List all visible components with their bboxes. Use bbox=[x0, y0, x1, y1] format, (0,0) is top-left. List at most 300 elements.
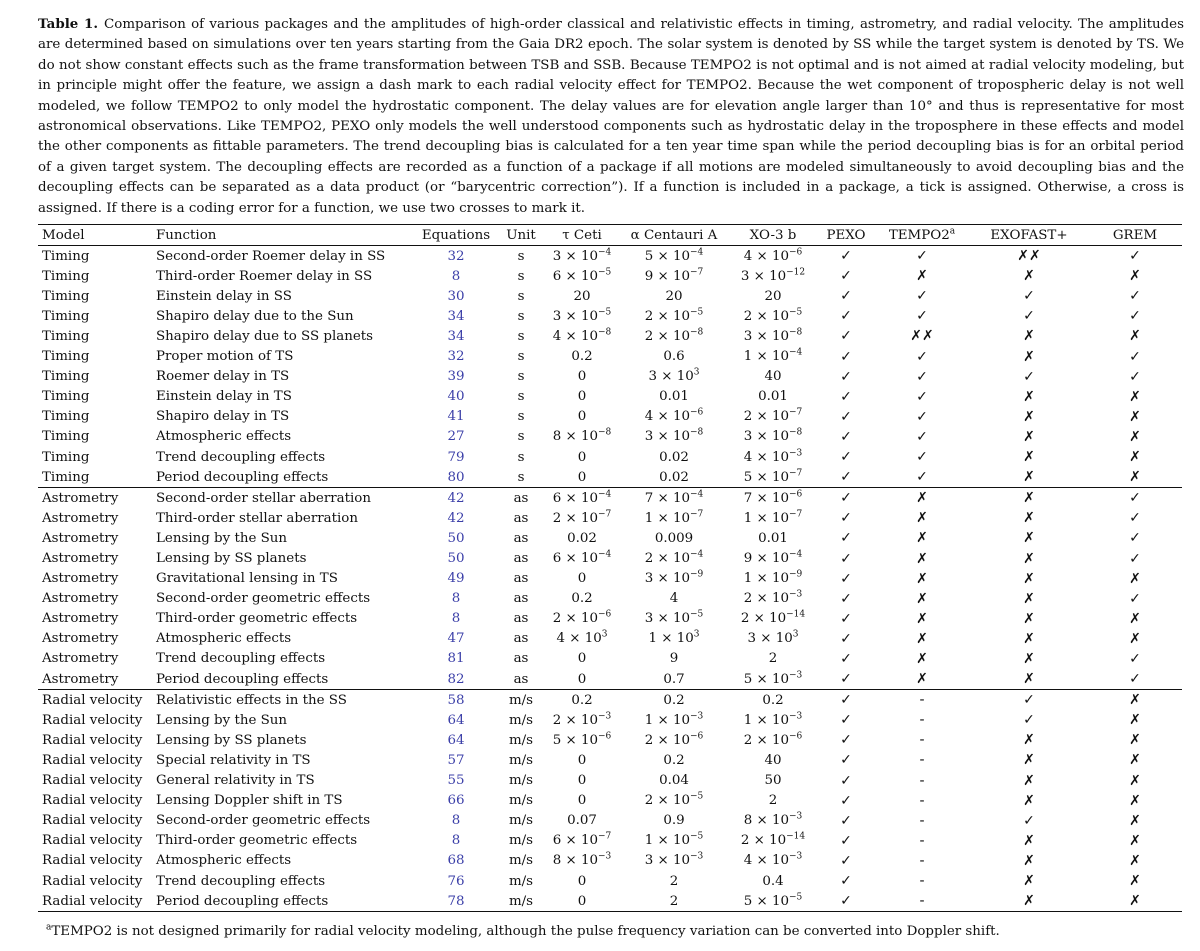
cell-xo3b: $5 \times 10^{-5}$ bbox=[728, 891, 818, 912]
cell-exofast: ✗ bbox=[970, 891, 1088, 912]
cell-tau-ceti: 20 bbox=[573, 288, 591, 304]
cell-exofast: ✗ bbox=[1023, 671, 1035, 688]
cell-model: Astrometry bbox=[42, 530, 119, 546]
cell-exofast: ✓ bbox=[1023, 812, 1035, 829]
table-row bbox=[38, 710, 1182, 730]
cell-pexo: ✓ bbox=[840, 792, 852, 809]
cell-equation: 30 bbox=[447, 288, 465, 304]
cell-alpha-centauri: 0.02 bbox=[659, 449, 689, 465]
cell-exofast: ✗ bbox=[1023, 873, 1035, 890]
cell-equation: 32 bbox=[447, 248, 465, 264]
cell-grem: ✗ bbox=[1129, 772, 1141, 789]
exponent: −5 bbox=[789, 892, 803, 903]
cell-grem: ✗ bbox=[1129, 268, 1141, 285]
cell-grem: ✗ bbox=[1129, 852, 1141, 869]
cell-grem: ✓ bbox=[1129, 590, 1141, 607]
cell-grem: ✓ bbox=[1129, 650, 1141, 667]
header-tempo2 bbox=[874, 225, 970, 246]
cell-pexo: ✓ bbox=[840, 671, 852, 688]
table-row bbox=[38, 750, 1182, 770]
cell-function: Shapiro delay due to SS planets bbox=[156, 328, 374, 344]
table-row bbox=[38, 851, 1182, 871]
exponent: −4 bbox=[690, 247, 704, 258]
cell-exofast: ✓ bbox=[1023, 368, 1035, 385]
cell-tau-ceti: 0 bbox=[577, 752, 587, 768]
cell-model: Astrometry bbox=[42, 551, 119, 567]
cell-alpha-centauri: 20 bbox=[665, 288, 683, 304]
header-tau-ceti: τ Ceti bbox=[544, 225, 620, 246]
cell-tempo2: ✓ bbox=[916, 348, 928, 365]
cell-pexo: ✓ bbox=[840, 510, 852, 527]
exponent: −3 bbox=[789, 711, 803, 722]
cell-grem: ✗ bbox=[1129, 408, 1141, 425]
cell-pexo: ✓ bbox=[818, 690, 874, 711]
exponent: −4 bbox=[598, 549, 612, 560]
cell-equation: 66 bbox=[447, 793, 465, 809]
footnote-mark: a bbox=[46, 922, 52, 933]
cell-pexo: ✓ bbox=[840, 428, 852, 445]
cell-xo3b: $2 \times 10^{-14}$ bbox=[740, 831, 806, 849]
table-row bbox=[38, 246, 1182, 267]
cell-function: Atmospheric effects bbox=[156, 853, 292, 869]
table-row bbox=[38, 488, 1182, 509]
cell-equation: 39 bbox=[447, 369, 465, 385]
cell-unit: s bbox=[517, 308, 525, 324]
cell-tau-ceti: 0.02 bbox=[567, 530, 597, 546]
cell-xo3b: 0.2 bbox=[728, 690, 818, 711]
cell-function: Third-order geometric effects bbox=[156, 833, 358, 849]
cell-tau-ceti: $2 \times 10^{-3}$ bbox=[552, 711, 612, 728]
cell-alpha-centauri: $2 \times 10^{-4}$ bbox=[644, 549, 704, 567]
cell-unit: m/s bbox=[508, 813, 534, 829]
exponent: −8 bbox=[598, 327, 612, 338]
cell-grem: ✓ bbox=[1129, 368, 1141, 385]
exponent: −3 bbox=[789, 448, 803, 459]
cell-xo3b: $8 \times 10^{-3}$ bbox=[743, 811, 803, 829]
cell-equation: 8 bbox=[451, 268, 461, 284]
cell-tau-ceti: 0.2 bbox=[571, 591, 593, 607]
cell-tempo2: ✗ bbox=[916, 510, 928, 527]
cell-xo3b: $1 \times 10^{-4}$ bbox=[743, 347, 803, 365]
cell-tempo2: ✗ bbox=[916, 630, 928, 647]
cell-function: Einstein delay in SS bbox=[156, 288, 292, 304]
cell-pexo: ✓ bbox=[840, 388, 852, 405]
cell-grem: ✓ bbox=[1129, 248, 1141, 265]
cell-exofast: ✗ bbox=[1023, 570, 1035, 587]
exponent: −3 bbox=[789, 851, 803, 862]
cell-xo3b: $9 \times 10^{-4}$ bbox=[743, 549, 803, 567]
header-grem: GREM bbox=[1088, 225, 1182, 246]
cell-equation: 41 bbox=[447, 409, 465, 425]
exponent: −4 bbox=[789, 549, 803, 560]
cell-xo3b: $3 \times 10^3$ bbox=[747, 629, 799, 647]
cell-tau-ceti: $2 \times 10^{-7}$ bbox=[552, 509, 612, 526]
cell-xo3b: $5 \times 10^{-3}$ bbox=[743, 670, 803, 687]
exponent: −3 bbox=[598, 851, 612, 862]
cell-tempo2: - bbox=[919, 772, 925, 789]
cell-function: Period decoupling effects bbox=[156, 469, 329, 485]
cell-equation: 68 bbox=[447, 853, 465, 869]
cell-pexo: ✓ bbox=[840, 570, 852, 587]
cell-tau-ceti: 0 bbox=[577, 571, 587, 587]
cell-pexo: ✓ bbox=[840, 248, 852, 265]
table-row bbox=[38, 791, 1182, 811]
cell-grem: ✓ bbox=[1129, 550, 1141, 567]
cell-xo3b: $2 \times 10^{-5}$ bbox=[743, 307, 803, 324]
cell-grem: ✗ bbox=[1129, 752, 1141, 769]
exponent: −7 bbox=[789, 468, 803, 479]
header-xo3b: XO-3 b bbox=[728, 225, 818, 246]
cell-tau-ceti: 0 bbox=[577, 369, 587, 385]
cell-model: Radial velocity bbox=[42, 853, 143, 869]
exponent: −5 bbox=[598, 267, 612, 278]
cell-unit: m/s bbox=[498, 690, 544, 711]
cell-grem: ✗ bbox=[1129, 570, 1141, 587]
table-row bbox=[38, 690, 1182, 711]
table-row bbox=[38, 407, 1182, 427]
exponent: −8 bbox=[690, 427, 704, 438]
table-caption bbox=[38, 14, 1184, 219]
cell-model: Timing bbox=[42, 369, 90, 385]
cell-model: Radial velocity bbox=[38, 891, 152, 912]
cell-unit: s bbox=[517, 409, 525, 425]
table-footnote bbox=[46, 924, 1184, 939]
cell-model: Timing bbox=[42, 328, 90, 344]
cell-xo3b: $2 \times 10^{-3}$ bbox=[743, 589, 803, 607]
cell-pexo: ✓ bbox=[840, 832, 852, 849]
table-row bbox=[38, 771, 1182, 791]
cell-alpha-centauri: 4 bbox=[669, 591, 679, 607]
cell-exofast: ✗ bbox=[1023, 469, 1035, 486]
cell-pexo: ✓ bbox=[840, 308, 852, 325]
cell-tau-ceti: $6 \times 10^{-5}$ bbox=[552, 267, 612, 284]
exponent: −8 bbox=[690, 327, 704, 338]
header-equations: Equations bbox=[414, 225, 498, 246]
exponent: −12 bbox=[786, 267, 806, 278]
cell-grem: ✗ bbox=[1129, 469, 1141, 486]
cell-pexo: ✓ bbox=[840, 469, 852, 486]
cell-alpha-centauri: 0.9 bbox=[663, 813, 685, 829]
exponent: −9 bbox=[690, 569, 704, 580]
cell-grem: ✓ bbox=[1088, 488, 1182, 509]
cell-exofast: ✗ bbox=[1023, 388, 1035, 405]
cell-exofast: ✓ bbox=[970, 690, 1088, 711]
cell-function: Lensing by the Sun bbox=[156, 712, 288, 728]
exponent: −8 bbox=[598, 427, 612, 438]
table-row bbox=[38, 831, 1182, 851]
cell-function: Lensing by the Sun bbox=[156, 530, 288, 546]
cell-alpha-centauri: $2 \times 10^{-5}$ bbox=[644, 307, 704, 324]
cell-model: Radial velocity bbox=[42, 752, 143, 768]
cell-function: Trend decoupling effects bbox=[156, 873, 326, 889]
cell-function: Shapiro delay due to the Sun bbox=[156, 308, 354, 324]
cell-alpha-centauri: 9 bbox=[669, 651, 679, 667]
cell-unit: s bbox=[517, 449, 525, 465]
cell-xo3b: $4 \times 10^{-6}$ bbox=[743, 247, 803, 264]
cell-grem: ✗ bbox=[1129, 328, 1141, 345]
exponent: 3 bbox=[792, 629, 799, 640]
cell-pexo: ✓ bbox=[840, 348, 852, 365]
cell-alpha-centauri: $2 \times 10^{-5}$ bbox=[644, 791, 704, 809]
exponent: −6 bbox=[789, 731, 803, 742]
cell-grem: ✗ bbox=[1129, 873, 1141, 890]
cell-tau-ceti: 0 bbox=[577, 873, 587, 889]
cell-model: Astrometry bbox=[42, 671, 119, 687]
cell-pexo: ✓ bbox=[840, 408, 852, 425]
cell-function: Third-order stellar aberration bbox=[156, 510, 358, 526]
cell-equation: 34 bbox=[447, 328, 465, 344]
cell-tempo2: - bbox=[919, 752, 925, 769]
cell-function: Second-order geometric effects bbox=[156, 591, 371, 607]
cell-model: Radial velocity bbox=[38, 690, 152, 711]
cell-model: Radial velocity bbox=[42, 732, 143, 748]
table-row bbox=[38, 629, 1182, 649]
cell-model: Astrometry bbox=[42, 611, 119, 627]
cell-grem: ✓ bbox=[1129, 288, 1141, 305]
cell-equation: 55 bbox=[447, 773, 465, 789]
cell-unit: s bbox=[517, 288, 525, 304]
cell-tau-ceti: 0.2 bbox=[544, 690, 620, 711]
cell-pexo: ✓ bbox=[840, 288, 852, 305]
cell-alpha-centauri: $3 \times 10^{-8}$ bbox=[644, 427, 704, 445]
cell-unit: m/s bbox=[508, 873, 534, 889]
header-exofast: EXOFAST+ bbox=[970, 225, 1088, 246]
cell-tempo2: ✓ bbox=[916, 388, 928, 405]
table-row bbox=[38, 589, 1182, 609]
cell-grem: ✓ bbox=[1129, 530, 1141, 547]
exponent: −6 bbox=[789, 489, 803, 500]
cell-model: Timing bbox=[42, 349, 90, 365]
cell-tau-ceti: $4 \times 10^3$ bbox=[556, 629, 608, 647]
cell-unit: as bbox=[513, 571, 529, 587]
cell-unit: s bbox=[517, 389, 525, 405]
cell-equation: 8 bbox=[451, 833, 461, 849]
cell-xo3b: 20 bbox=[764, 288, 782, 304]
exponent: −6 bbox=[598, 731, 612, 742]
cell-function: Atmospheric effects bbox=[156, 429, 292, 445]
cell-tau-ceti: 0 bbox=[577, 469, 587, 485]
cell-pexo: ✓ bbox=[818, 488, 874, 509]
cell-equation: 58 bbox=[414, 690, 498, 711]
table-row bbox=[38, 387, 1182, 407]
cell-tempo2: ✗ bbox=[916, 530, 928, 547]
cell-alpha-centauri: 0.01 bbox=[659, 389, 689, 405]
cell-function: Lensing by SS planets bbox=[156, 551, 307, 567]
cell-unit: as bbox=[513, 611, 529, 627]
cell-pexo: ✓ bbox=[840, 530, 852, 547]
cell-exofast: ✓ bbox=[1023, 712, 1035, 729]
cell-unit: m/s bbox=[508, 712, 534, 728]
cell-xo3b: 40 bbox=[764, 752, 782, 768]
table-row bbox=[38, 891, 1182, 912]
cell-xo3b: $5 \times 10^{-7}$ bbox=[743, 468, 803, 485]
cell-unit: m/s bbox=[508, 732, 534, 748]
header-model: Model bbox=[38, 225, 152, 246]
cell-grem: ✗ bbox=[1129, 712, 1141, 729]
cell-grem: ✗ bbox=[1129, 792, 1141, 809]
cell-model: Radial velocity bbox=[42, 833, 143, 849]
cell-grem: ✗ bbox=[1129, 832, 1141, 849]
cell-unit: m/s bbox=[508, 833, 534, 849]
cell-alpha-centauri: $3 \times 10^3$ bbox=[648, 367, 700, 385]
cell-equation: 47 bbox=[447, 631, 465, 647]
cell-pexo: ✓ bbox=[840, 650, 852, 667]
cell-unit: m/s bbox=[508, 853, 534, 869]
cell-equation: 50 bbox=[447, 530, 465, 546]
cell-xo3b: $1 \times 10^{-9}$ bbox=[743, 569, 803, 587]
exponent: −3 bbox=[789, 670, 803, 681]
cell-tau-ceti: 0 bbox=[577, 389, 587, 405]
cell-tau-ceti: $6 \times 10^{-4}$ bbox=[544, 488, 620, 509]
cell-function: Special relativity in TS bbox=[156, 752, 311, 768]
cell-tau-ceti: 0 bbox=[577, 793, 587, 809]
cell-equation: 81 bbox=[447, 651, 465, 667]
cell-pexo: ✓ bbox=[840, 852, 852, 869]
exponent: −6 bbox=[789, 247, 803, 258]
cell-equation: 40 bbox=[447, 389, 465, 405]
cell-unit: s bbox=[517, 248, 525, 264]
table-row bbox=[38, 367, 1182, 387]
exponent: −4 bbox=[690, 489, 704, 500]
cell-pexo: ✓ bbox=[840, 368, 852, 385]
cell-xo3b: 0.4 bbox=[762, 873, 784, 889]
cell-tempo2: ✓ bbox=[916, 368, 928, 385]
cell-tempo2: ✓ bbox=[916, 449, 928, 466]
cell-unit: as bbox=[513, 671, 529, 687]
cell-alpha-centauri: $3 \times 10^{-3}$ bbox=[644, 851, 704, 869]
cell-unit: as bbox=[513, 510, 529, 526]
table-row bbox=[38, 871, 1182, 891]
cell-equation: 80 bbox=[447, 469, 465, 485]
cell-tempo2: ✓ bbox=[916, 428, 928, 445]
cell-equation: 8 bbox=[451, 591, 461, 607]
cell-equation: 42 bbox=[414, 488, 498, 509]
cell-xo3b: $1 \times 10^{-7}$ bbox=[743, 509, 803, 526]
cell-function: Trend decoupling effects bbox=[156, 651, 326, 667]
cell-pexo: ✓ bbox=[840, 550, 852, 567]
cell-tempo2: ✓ bbox=[916, 288, 928, 305]
header-pexo: PEXO bbox=[818, 225, 874, 246]
exponent: −5 bbox=[598, 307, 612, 318]
cell-grem: ✗ bbox=[1129, 388, 1141, 405]
exponent: −7 bbox=[690, 267, 704, 278]
cell-exofast: ✗ bbox=[1023, 590, 1035, 607]
cell-tau-ceti: 0 bbox=[577, 773, 587, 789]
cell-alpha-centauri: $1 \times 10^3$ bbox=[648, 629, 700, 647]
cell-model: Radial velocity bbox=[42, 773, 143, 789]
cell-function: Shapiro delay in TS bbox=[156, 409, 290, 425]
cell-function: Relativistic effects in the SS bbox=[152, 690, 414, 711]
cell-function: Third-order geometric effects bbox=[156, 611, 358, 627]
table-row bbox=[38, 669, 1182, 690]
cell-model: Timing bbox=[42, 248, 90, 264]
cell-tau-ceti: $8 \times 10^{-8}$ bbox=[552, 427, 612, 445]
cell-tempo2: ✗✗ bbox=[910, 328, 934, 345]
cell-model: Timing bbox=[42, 469, 90, 485]
cell-alpha-centauri: $2 \times 10^{-6}$ bbox=[644, 731, 704, 748]
cell-model: Timing bbox=[42, 449, 90, 465]
cell-function: Trend decoupling effects bbox=[156, 449, 326, 465]
cell-xo3b: 2 bbox=[768, 651, 778, 667]
cell-xo3b: $3 \times 10^{-8}$ bbox=[743, 427, 803, 445]
cell-xo3b: 50 bbox=[764, 773, 782, 789]
cell-grem: ✗ bbox=[1129, 812, 1141, 829]
exponent: −4 bbox=[789, 347, 803, 358]
table-row bbox=[38, 266, 1182, 286]
cell-alpha-centauri: 0.2 bbox=[663, 752, 685, 768]
cell-exofast: ✗ bbox=[1023, 610, 1035, 627]
cell-exofast: ✗ bbox=[1023, 852, 1035, 869]
exponent: −7 bbox=[598, 831, 612, 842]
table-row bbox=[38, 306, 1182, 326]
exponent: −5 bbox=[690, 831, 704, 842]
table-row bbox=[38, 286, 1182, 306]
cell-exofast: ✗✗ bbox=[1017, 248, 1041, 265]
cell-model: Timing bbox=[42, 308, 90, 324]
cell-grem: ✓ bbox=[1129, 308, 1141, 325]
table-row bbox=[38, 609, 1182, 629]
cell-tau-ceti: $8 \times 10^{-3}$ bbox=[552, 851, 612, 869]
cell-equation: 82 bbox=[447, 671, 465, 687]
cell-tempo2: - bbox=[919, 732, 925, 749]
cell-tau-ceti: $6 \times 10^{-4}$ bbox=[552, 549, 612, 567]
cell-model: Astrometry bbox=[42, 510, 119, 526]
cell-pexo: ✓ bbox=[840, 630, 852, 647]
cell-unit: as bbox=[513, 591, 529, 607]
cell-exofast: ✗ bbox=[1023, 328, 1035, 345]
cell-tau-ceti: 0 bbox=[577, 651, 587, 667]
cell-alpha-centauri: 0.6 bbox=[663, 349, 685, 365]
cell-tau-ceti: 0 bbox=[577, 671, 587, 687]
header-tempo2-footnote-mark: a bbox=[949, 226, 956, 237]
cell-model: Astrometry bbox=[42, 631, 119, 647]
cell-exofast: ✗ bbox=[1023, 792, 1035, 809]
cell-function: Second-order geometric effects bbox=[156, 813, 371, 829]
cell-xo3b: $2 \times 10^{-14}$ bbox=[740, 609, 806, 627]
cell-unit: as bbox=[513, 651, 529, 667]
cell-exofast: ✗ bbox=[1023, 449, 1035, 466]
table-row bbox=[38, 427, 1182, 447]
cell-xo3b: 0.01 bbox=[758, 389, 788, 405]
cell-grem: ✓ bbox=[1129, 348, 1141, 365]
cell-unit: m/s bbox=[508, 752, 534, 768]
cell-tempo2: ✗ bbox=[916, 570, 928, 587]
exponent: −3 bbox=[789, 811, 803, 822]
cell-unit: as bbox=[513, 631, 529, 647]
cell-pexo: ✓ bbox=[840, 732, 852, 749]
cell-alpha-centauri: $4 \times 10^{-6}$ bbox=[644, 407, 704, 425]
cell-alpha-centauri: 0.02 bbox=[659, 469, 689, 485]
cell-equation: 78 bbox=[414, 891, 498, 912]
cell-function: Period decoupling effects bbox=[152, 891, 414, 912]
table-body bbox=[38, 246, 1182, 912]
exponent: −9 bbox=[789, 569, 803, 580]
table-label: Table 1. bbox=[38, 16, 99, 32]
cell-unit: s bbox=[517, 369, 525, 385]
cell-exofast: ✗ bbox=[1023, 832, 1035, 849]
footnote-text: TEMPO2 is not designed primarily for radial velocity modeling, although the pulse frequency variation can be converted into Doppler shift. bbox=[51, 924, 1000, 940]
cell-tempo2: - bbox=[874, 690, 970, 711]
table-row bbox=[38, 811, 1182, 831]
cell-unit: s bbox=[517, 268, 525, 284]
cell-function: General relativity in TS bbox=[156, 773, 315, 789]
cell-exofast: ✗ bbox=[1023, 408, 1035, 425]
cell-model: Radial velocity bbox=[42, 793, 143, 809]
cell-tau-ceti: $5 \times 10^{-6}$ bbox=[552, 731, 612, 748]
cell-xo3b: 40 bbox=[764, 369, 782, 385]
table-row bbox=[38, 347, 1182, 367]
exponent: −14 bbox=[786, 609, 806, 620]
